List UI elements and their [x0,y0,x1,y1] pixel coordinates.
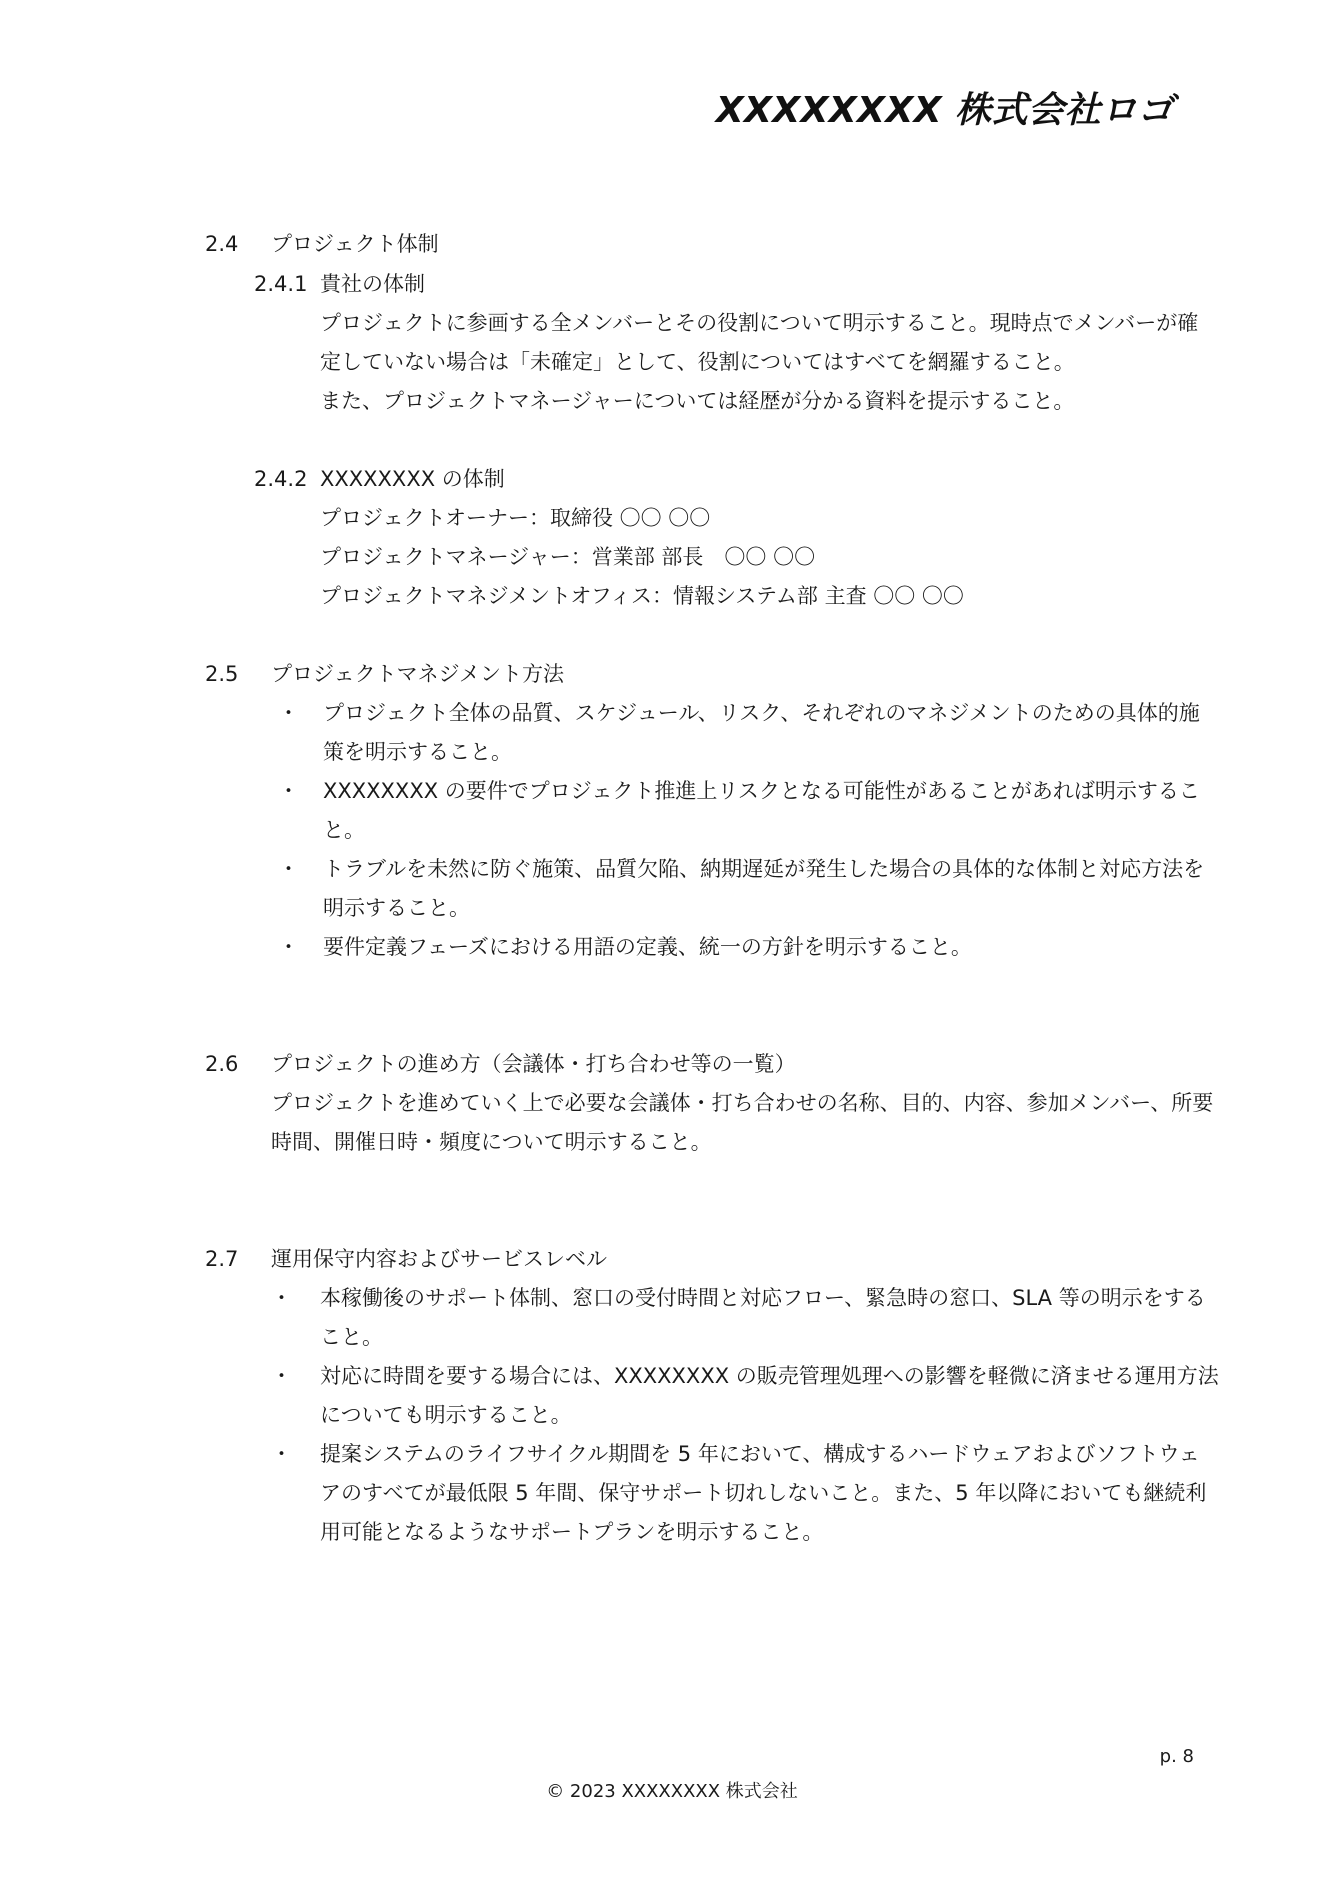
section-2-4-1-title: 貴社の体制 [320,272,425,296]
bullet-text: についても明示すること。 [320,1403,572,1427]
bullet-text: アのすべてが最低限 5 年間、保守サポート切れしないこと。また、5 年以降においても継続利 [320,1481,1207,1505]
bullet-text: 用可能となるようなサポートプランを明示すること。 [320,1520,824,1544]
bullet-text: プロジェクト全体の品質、スケジュール、リスク、それぞれのマネジメントのための具体的施 [323,701,1200,725]
section-2-7-title: 運用保守内容およびサービスレベル [271,1247,607,1271]
org-line-owner: プロジェクトオーナー：取締役 〇〇 〇〇 [320,506,711,530]
bullet-text: 要件定義フェーズにおける用語の定義、統一の方針を明示すること。 [323,935,972,959]
section-2-6-title: プロジェクトの進め方（会議体・打ち合わせ等の一覧） [271,1052,796,1076]
bullet-marker: ・ [271,1364,292,1388]
bullet-marker: ・ [278,857,299,881]
paragraph-line: プロジェクトを進めていく上で必要な会議体・打ち合わせの名称、目的、内容、参加メンバー、所要 [271,1091,1214,1115]
bullet-marker: ・ [278,701,299,725]
paragraph-line: プロジェクトに参画する全メンバーとその役割について明示すること。現時点でメンバーが確 [320,311,1199,335]
bullet-marker: ・ [271,1286,292,1310]
bullet-marker: ・ [278,935,299,959]
section-2-4-2-title: XXXXXXXX の体制 [320,467,505,491]
bullet-text: こと。 [320,1325,383,1349]
paragraph-line: 定していない場合は「未確定」として、役割についてはすべてを網羅すること。 [320,350,1075,374]
bullet-text: 提案システムのライフサイクル期間を 5 年において、構成するハードウェアおよびソフトウェ [320,1442,1200,1466]
bullet-text: トラブルを未然に防ぐ施策、品質欠陥、納期遅延が発生した場合の具体的な体制と対応方法を [323,857,1205,881]
company-logo: XXXXXXXX 株式会社ロゴ [715,90,1174,131]
section-2-5-title: プロジェクトマネジメント方法 [271,662,564,686]
bullet-marker: ・ [271,1442,292,1466]
org-line-pmo: プロジェクトマネジメントオフィス：情報システム部 主査 〇〇 〇〇 [320,584,964,608]
section-2-4-1-number: 2.4.1 [254,272,308,296]
section-2-4-2-number: 2.4.2 [254,467,308,491]
copyright-notice: © 2023 XXXXXXXX 株式会社 [546,1781,798,1802]
bullet-text: 明示すること。 [323,896,470,920]
org-line-manager: プロジェクトマネージャー：営業部 部長 〇〇 〇〇 [320,545,816,569]
section-2-5-number: 2.5 [205,662,239,686]
page-number: p. 8 [1159,1746,1194,1767]
section-2-6-number: 2.6 [205,1052,239,1076]
section-2-4-title: プロジェクト体制 [271,232,439,256]
section-2-7-number: 2.7 [205,1247,239,1271]
bullet-marker: ・ [278,779,299,803]
bullet-text: 本稼働後のサポート体制、窓口の受付時間と対応フロー、緊急時の窓口、SLA 等の明示をする [320,1286,1206,1310]
bullet-text: XXXXXXXX の要件でプロジェクト推進上リスクとなる可能性があることがあれば明示するこ [323,779,1200,803]
bullet-text: 対応に時間を要する場合には、XXXXXXXX の販売管理処理への影響を軽微に済ませる運用方法 [320,1364,1219,1388]
paragraph-line: 時間、開催日時・頻度について明示すること。 [271,1130,712,1154]
bullet-text: と。 [323,818,365,842]
paragraph-line: また、プロジェクトマネージャーについては経歴が分かる資料を提示すること。 [320,389,1075,413]
section-2-4-number: 2.4 [205,232,239,256]
bullet-text: 策を明示すること。 [323,740,512,764]
